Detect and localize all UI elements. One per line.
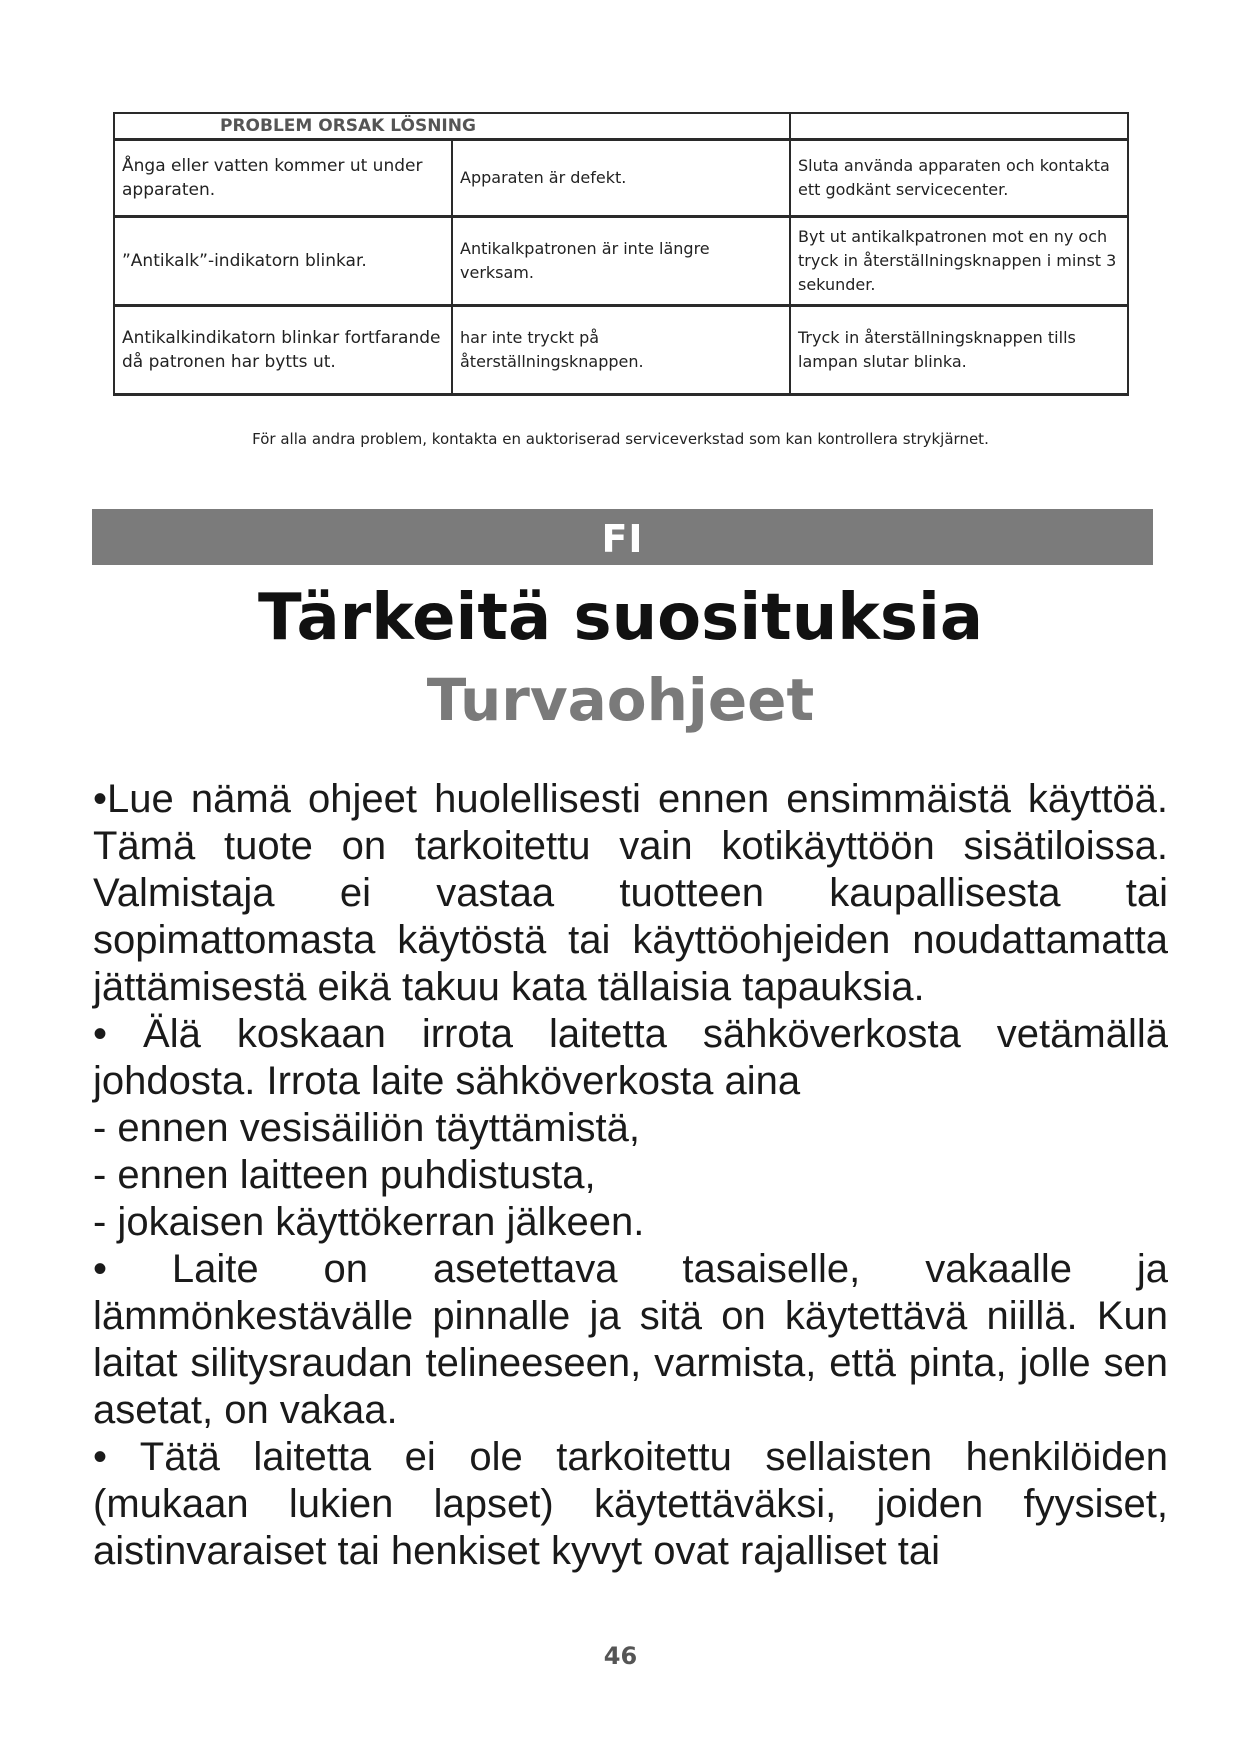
table-row	[114, 140, 1128, 217]
problem-cell: Ånga eller vatten kommer ut under apparaten.	[114, 140, 452, 217]
instruction-paragraph: • Laite on asetettava tasaiselle, vakaalle ja lämmönkestävälle pinnalle ja sitä on käytettävä niillä. Kun laitat silitysraudan telineeseen, varmista, että pinta, jolle sen asetat, on vakaa.	[93, 1247, 1168, 1432]
cause-cell: Apparaten är defekt.	[452, 140, 790, 217]
problem-cell: ”Antikalk”-indikatorn blinkar.	[114, 217, 452, 306]
solution-cell: Byt ut antikalkpatronen mot en ny och tryck in återställningsknappen i minst 3 sekunder.	[790, 217, 1128, 306]
table-header: PROBLEM ORSAK LÖSNING	[114, 113, 790, 140]
table-row	[114, 217, 1128, 306]
instruction-paragraph: •Lue nämä ohjeet huolellisesti ennen ensimmäistä käyttöä. Tämä tuote on tarkoitettu vain kotikäyttöön sisätiloissa. Valmistaja ei vastaa tuotteen kaupallisesta tai sopimattomasta käytöstä tai käyttöohjeiden noudattamatta jättämisestä eikä takuu kata tällaisia tapauksia.	[93, 777, 1168, 1009]
instruction-list-item: - ennen vesisäiliön täyttämistä,	[93, 1106, 640, 1150]
instruction-paragraph: • Älä koskaan irrota laitetta sähköverkosta vetämällä johdosta. Irrota laite sähköverkosta aina	[93, 1012, 1168, 1103]
page-number: 46	[603, 1642, 638, 1670]
cause-cell: Antikalkpatronen är inte längre verksam.	[452, 217, 790, 306]
page-title: Tärkeitä suosituksia	[257, 581, 984, 655]
troubleshooting-table	[113, 112, 1129, 396]
page-subtitle: Turvaohjeet	[426, 666, 815, 734]
solution-cell: Tryck in återställningsknappen tills lampan slutar blinka.	[790, 306, 1128, 395]
table-row	[114, 306, 1128, 395]
solution-cell: Sluta använda apparaten och kontakta ett godkänt servicecenter.	[790, 140, 1128, 217]
table-footnote: För alla andra problem, kontakta en auktoriserad serviceverkstad som kan kontrollera strykjärnet.	[252, 430, 989, 448]
instruction-list-item: - jokaisen käyttökerran jälkeen.	[93, 1200, 645, 1244]
language-section-bar: FI	[92, 509, 1153, 565]
instruction-list-item: - ennen laitteen puhdistusta,	[93, 1153, 596, 1197]
table-header-empty-cell	[790, 113, 1128, 140]
table-header-row	[114, 113, 1128, 140]
instruction-paragraph: • Tätä laitetta ei ole tarkoitettu sellaisten henkilöiden (mukaan lukien lapset) käytettäväksi, joiden fyysiset, aistinvaraiset tai henkiset kyvyt ovat rajalliset tai	[93, 1435, 1168, 1573]
cause-cell: har inte tryckt på återställningsknappen.	[452, 306, 790, 395]
problem-cell: Antikalkindikatorn blinkar fortfarande då patronen har bytts ut.	[114, 306, 452, 395]
safety-instructions	[93, 776, 1168, 1575]
